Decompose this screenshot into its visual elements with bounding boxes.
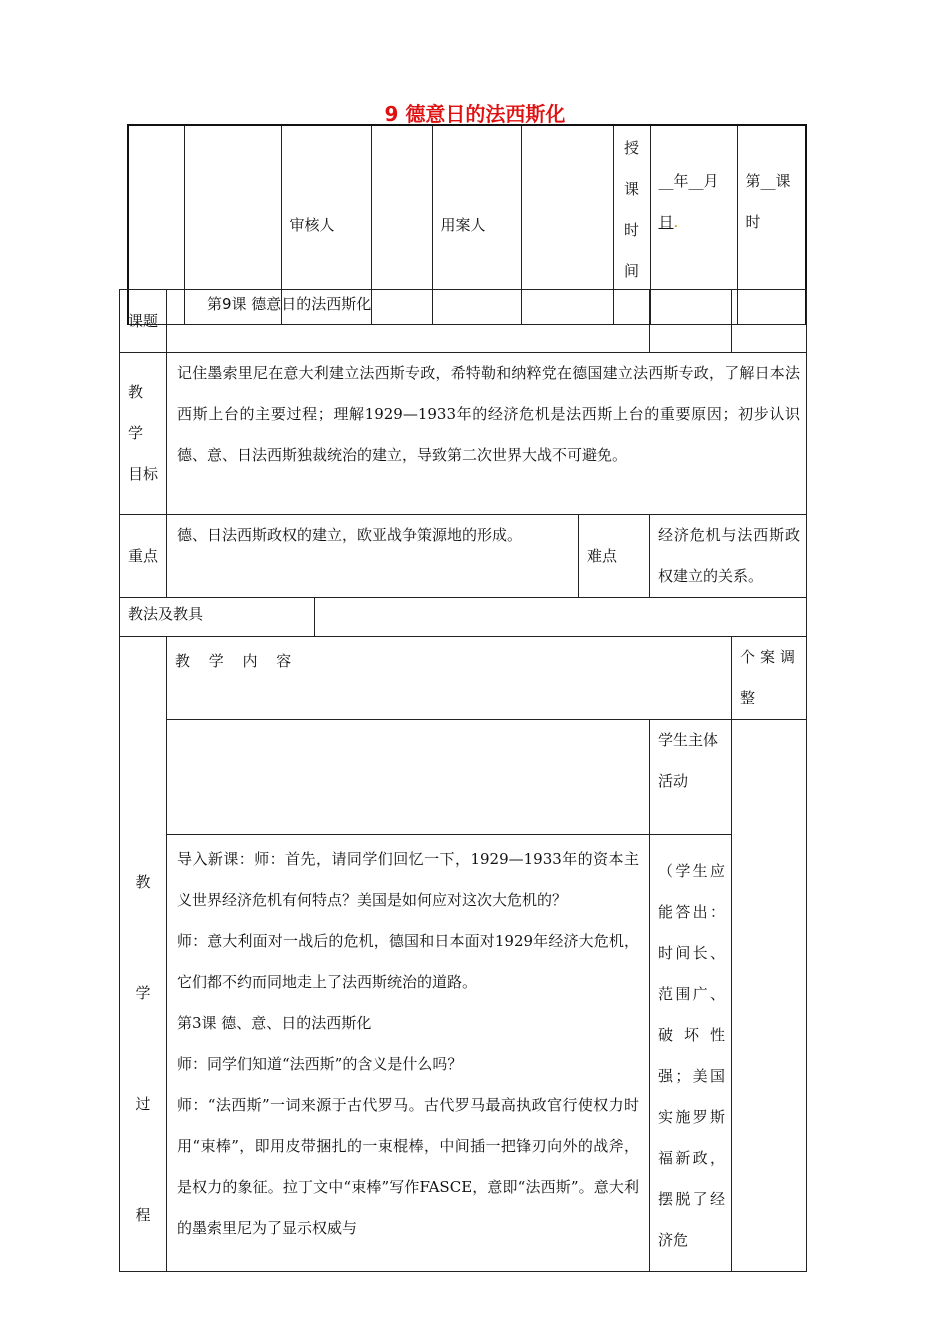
reviewer-label: 审核人 [281,125,371,325]
key-text: 德、日法西斯政权的建立，欧亚战争策源地的形成。 [167,515,579,598]
teach-time-char: 时 [623,221,639,239]
content-paragraph: 导入新课：师：首先，请同学们回忆一下，1929—1933年的资本主义世界经济危机有何特点？美国是如何应对这次大危机的？ [177,850,640,909]
method-value [315,598,807,637]
key-label: 重点 [120,515,167,598]
goal-label-line: 目标 [128,465,159,483]
teach-time-char: 间 [623,262,639,280]
student-header: 学生主体活动 [650,720,732,835]
date-text: __年__月 [658,172,719,190]
process-label-char: 程 [135,1206,151,1224]
adjust-header: 个案调整 [732,637,807,720]
process-label-char: 过 [135,1095,151,1113]
content-subheader-empty [167,720,650,835]
goal-label-line: 教 学 [128,383,144,442]
content-paragraph: 师：“法西斯”一词来源于古代罗马。古代罗马最高执政官行使权力时用“束棒”，即用皮带捆扎的一束棍棒，中间插一把锋刃向外的战斧，是权力的象征。拉丁文中“束棒”写作FASCE，意即“法西斯”。意大利的墨索里尼为了显示权威与 [177,1096,640,1237]
document-title: 9 德意日的法西斯化 [384,102,566,126]
period-text: 第__课 [745,172,791,190]
content-paragraph: 师：意大利面对一战后的危机，德国和日本面对1929年经济大危机，它们都不约而同地走上了法西斯统治的道路。 [177,932,640,991]
goal-label [120,353,167,515]
period-suffix: 时 [745,213,761,231]
topic-value: 第9课 德意日的法西斯化 [167,290,650,353]
teach-time-char: 课 [623,180,639,198]
teaching-content [167,835,650,1272]
process-label [120,637,167,1272]
topic-extra-1 [650,290,732,353]
date-cell: __年__月 日. [650,125,737,325]
teach-time-char: 授 [623,139,639,157]
lesson-plan-table [119,289,807,1272]
goal-text: 记住墨索里尼在意大利建立法西斯专政，希特勒和纳粹党在德国建立法西斯专政，了解日本法西斯上台的主要过程；理解1929—1933年的经济危机是法西斯上台的重要原因；初步认识德、意、日法西斯独裁统治的建立，导致第二次世界大战不可避免。 [167,353,807,515]
user-label: 用案人 [432,125,521,325]
process-label-char: 学 [135,984,151,1002]
topic-extra-2 [732,290,807,353]
day-text: 日 [658,213,674,231]
content-paragraph: 第3课 德、意、日的法西斯化 [177,1014,372,1032]
method-label: 教法及教具 [120,598,315,637]
content-header: 教 学 内 容 [167,637,732,720]
adjust-column [732,720,807,1272]
topic-label: 课题 [120,290,167,353]
student-answer: （学生应能答出：时间长、范围广、破坏性强；美国实施罗斯福新政，摆脱了经济危 [650,835,732,1272]
process-label-char: 教 [135,873,151,891]
content-paragraph: 师：同学们知道“法西斯”的含义是什么吗？ [177,1055,463,1073]
difficulty-text: 经济危机与法西斯政权建立的关系。 [650,515,807,598]
difficulty-label: 难点 [579,515,650,598]
